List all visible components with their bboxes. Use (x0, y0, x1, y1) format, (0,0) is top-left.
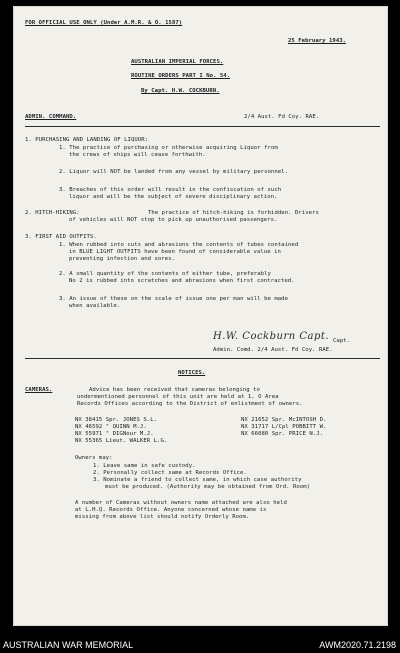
personnel-left-4: NX 55365 Lieut. WALKER L.G. (75, 438, 168, 444)
unit-name: 2/4 Aust. Fd Coy. RAE. (244, 114, 320, 120)
owners-option-2: 2. Personally collect same at Records Office. (93, 470, 247, 476)
cameras-line-1: Advice has been received that cameras belonging to (89, 387, 260, 393)
force-title: AUSTRALIAN IMPERIAL FORCES. (131, 59, 224, 65)
personnel-left-3: NX 55971 " DIGNour M.J. (75, 431, 154, 437)
section-3-item-1-line-3: preventing infection and sores. (69, 256, 175, 262)
cameras-label: CAMERAS. (25, 387, 53, 393)
divider-middle (25, 358, 380, 359)
personnel-right-2: NX 31717 L/Cpl POBBITT W. (241, 424, 327, 430)
signature-rank: Capt. (333, 338, 351, 344)
section-1-item-1-line-2: the crews of ships will cease forthwith. (69, 152, 206, 158)
footer-institution: AUSTRALIAN WAR MEMORIAL (3, 640, 134, 650)
section-3-item-3-line-2: when available. (69, 303, 121, 309)
section-3-item-1-line-2: in BLUE LIGHT OUTFITS have been found of considerable value in (69, 249, 281, 255)
closing-line-2: at L.H.Q. Records Office. Anyone concerned whose name is (75, 507, 267, 513)
authority-line: By Capt. H.W. COCKBURN. (141, 88, 220, 94)
closing-line-3: missing from above list should notify Orderly Room. (75, 514, 250, 520)
section-3-item-3-line-1: 3. An issue of these on the scale of issue one per man will be made (59, 296, 288, 302)
owners-option-3-line-1: 3. Nominate a friend to collect same, in which case authority (93, 477, 302, 483)
section-3-item-2-line-2: No 2 is rubbed into scratches and abrasions when first contracted. (69, 278, 295, 284)
section-2-line-2: of vehicles will NOT stop to pick up unauthorised passengers. (69, 217, 278, 223)
section-1-title: 1. PURCHASING AND LANDING OF LIQUOR: (25, 137, 149, 143)
admin-command-label: ADMIN. COMMAND. (25, 114, 77, 120)
document-page (13, 6, 388, 626)
section-1-item-2: 2. Liquor will NOT be landed from any vessel by military personnel. (59, 169, 288, 175)
notices-title: NOTICES. (178, 370, 206, 376)
divider-top (25, 126, 380, 127)
personnel-right-3: NX 66080 Spr. PRICE N.J. (241, 431, 324, 437)
cameras-line-2: undermentioned personnel of this unit are held at 1, O Area (77, 394, 279, 400)
personnel-left-2: NX 46592 " QUINN M.J. (75, 424, 147, 430)
footer-accession-number: AWM2020.71.2198 (319, 640, 396, 650)
orders-title: ROUTINE ORDERS PART I No. 54. (131, 73, 231, 79)
section-2-title: 2. HITCH-HIKING: (25, 210, 80, 216)
official-use-header: FOR OFFICIAL USE ONLY (Under A.M.R. & O. 1587) (25, 20, 183, 26)
section-3-item-2-line-1: 2. A small quantity of the contents of either tube, preferably (59, 271, 271, 277)
section-1-item-1-line-1: 1. The practice of purchasing or otherwise acquiring Liquor from (59, 145, 278, 151)
section-3-item-1-line-1: 1. When rubbed into cuts and abrasions the contents of tubes contained (59, 242, 299, 248)
document-date: 25 February 1943. (288, 38, 347, 44)
closing-line-1: A number of Cameras without owners name attached are also held (75, 500, 287, 506)
cameras-line-3: Records Offices according to the District of enlistment of owners. (77, 401, 303, 407)
section-3-title: 3. FIRST AID OUTFITS. (25, 234, 97, 240)
personnel-left-1: NX 38415 Spr. JONES S.L. (75, 417, 158, 423)
handwritten-signature: H.W. Cockburn Capt. (213, 331, 330, 342)
owners-option-3-line-2: must be produced. (Authority may be obtained from Ord. Room) (105, 484, 311, 490)
section-1-item-3-line-2: liquor and will be the subject of severe disciplinary action. (69, 194, 278, 200)
personnel-right-1: NX 21652 Spr. McINTOSH D. (241, 417, 327, 423)
signature-line: Admin. Comd. 2/4 Aust. Fd Coy. RAE. (213, 347, 333, 353)
section-1-item-3-line-1: 3. Breaches of this order will result in the confiscation of such (59, 187, 282, 193)
footer-bar (0, 627, 400, 653)
section-2-line-1: The practice of hitch-hiking is forbidden. Drivers (148, 210, 319, 216)
owners-may-heading: Owners may: (75, 455, 113, 461)
owners-option-1: 1. Leave same in safe custody. (93, 463, 196, 469)
